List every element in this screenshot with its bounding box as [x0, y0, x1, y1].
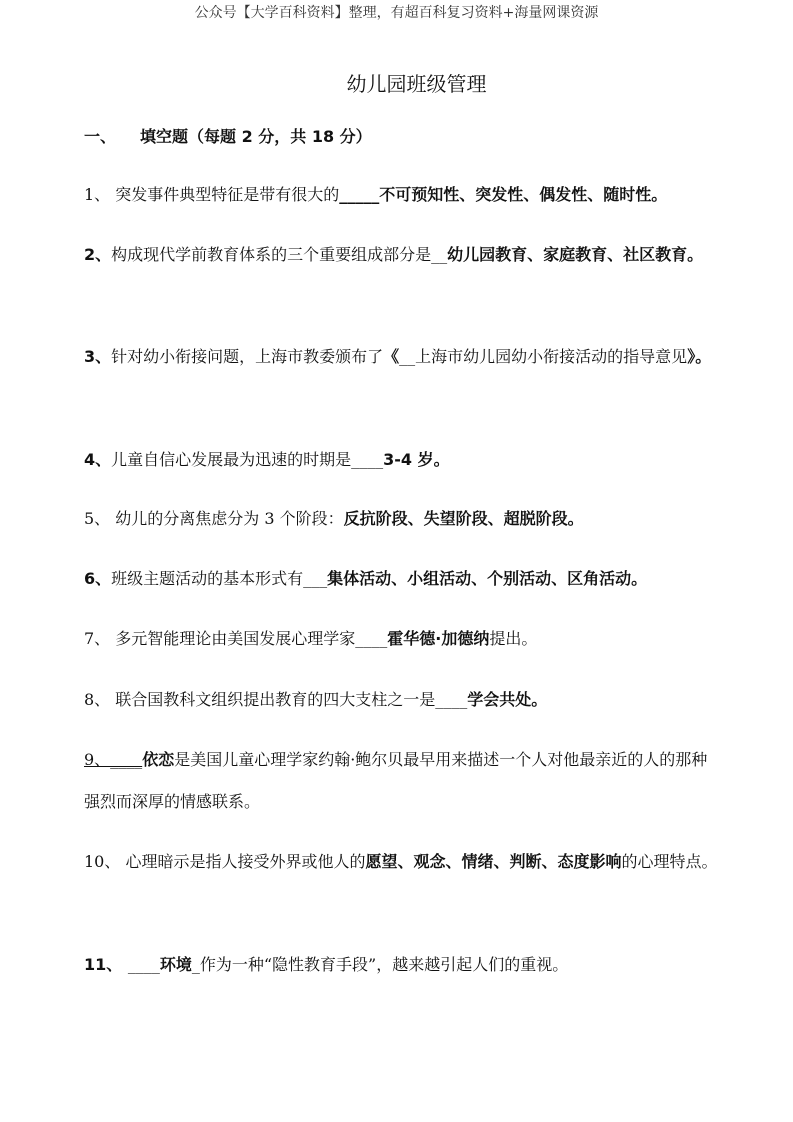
question-item	[84, 234, 716, 276]
answer-text: 不可预知性、突发性、偶发性、随时性。	[379, 185, 668, 204]
question-item	[84, 558, 716, 600]
answer-text: _____	[339, 185, 380, 204]
question-text: 7、 多元智能理论由美国发展心理学家____	[84, 629, 388, 648]
answer-text: 2、	[84, 245, 112, 264]
answer-text: 依恋	[142, 750, 175, 769]
answer-text: 《	[383, 347, 400, 366]
question-item	[84, 841, 749, 883]
section-heading	[84, 124, 372, 147]
answer-text: 幼儿园教育、家庭教育、社区教育。	[447, 245, 704, 264]
question-item	[84, 618, 716, 660]
section-number: 一、	[84, 127, 117, 146]
question-item	[84, 336, 716, 378]
question-text: 10、 心理暗示是指人接受外界或他人的	[84, 852, 366, 871]
page-header: 公众号【大学百科资料】整理，有超百科复习资料+海量网课资源	[194, 5, 599, 21]
question-text: 班级主题活动的基本形式有___	[111, 569, 328, 588]
answer-text: 》。	[687, 347, 712, 366]
answer-text: 4、	[84, 450, 112, 469]
question-text: 提出。	[489, 629, 538, 648]
question-text: 针对幼小衔接问题，上海市教委颁布了	[111, 347, 384, 366]
question-text: 8、 联合国教科文组织提出教育的四大支柱之一是____	[84, 690, 468, 709]
answer-text: 霍华德·加德纳	[387, 629, 490, 648]
answer-text: 环境	[159, 955, 192, 974]
question-text: 9、____	[84, 750, 143, 769]
question-item	[84, 439, 716, 481]
answer-text: 反抗阶段、失望阶段、超脱阶段。	[343, 509, 584, 528]
question-text: 1、 突发事件典型特征是带有很大的	[84, 185, 340, 204]
question-text: 5、 幼儿的分离焦虑分为 3 个阶段：	[84, 509, 344, 528]
answer-text: 学会共处。	[467, 690, 548, 709]
question-text: 的心理特点。	[621, 852, 718, 871]
question-item	[84, 498, 716, 540]
question-text: 是美国儿童心理学家约翰·鲍尔贝最早用来描述一个人对他最亲近的人的那种强烈而深厚的情感联系。	[84, 750, 708, 811]
answer-text: 3-4 岁。	[383, 450, 450, 469]
question-text: _作为一种“隐性教育手段”，越来越引起人们的重视。	[191, 955, 569, 974]
question-text: 构成现代学前教育体系的三个重要组成部分是__	[111, 245, 448, 264]
question-item	[84, 679, 716, 721]
answer-text: 集体活动、小组活动、个别活动、区角活动。	[327, 569, 648, 588]
question-item	[84, 739, 716, 823]
answer-text: 愿望、观念、情绪、判断、态度影响	[365, 852, 622, 871]
answer-text: 6、	[84, 569, 112, 588]
answer-text: 11、	[84, 955, 128, 974]
question-text: ____	[127, 955, 160, 974]
question-text: 儿童自信心发展最为迅速的时期是____	[111, 450, 384, 469]
question-item	[84, 944, 716, 986]
question-item	[84, 174, 716, 216]
answer-text: 3、	[84, 347, 112, 366]
question-text: __上海市幼儿园幼小衔接活动的指导意见	[399, 347, 688, 366]
document-title: 幼儿园班级管理	[346, 72, 487, 96]
section-label: 填空题（每题 2 分，共 18 分）	[140, 127, 372, 146]
